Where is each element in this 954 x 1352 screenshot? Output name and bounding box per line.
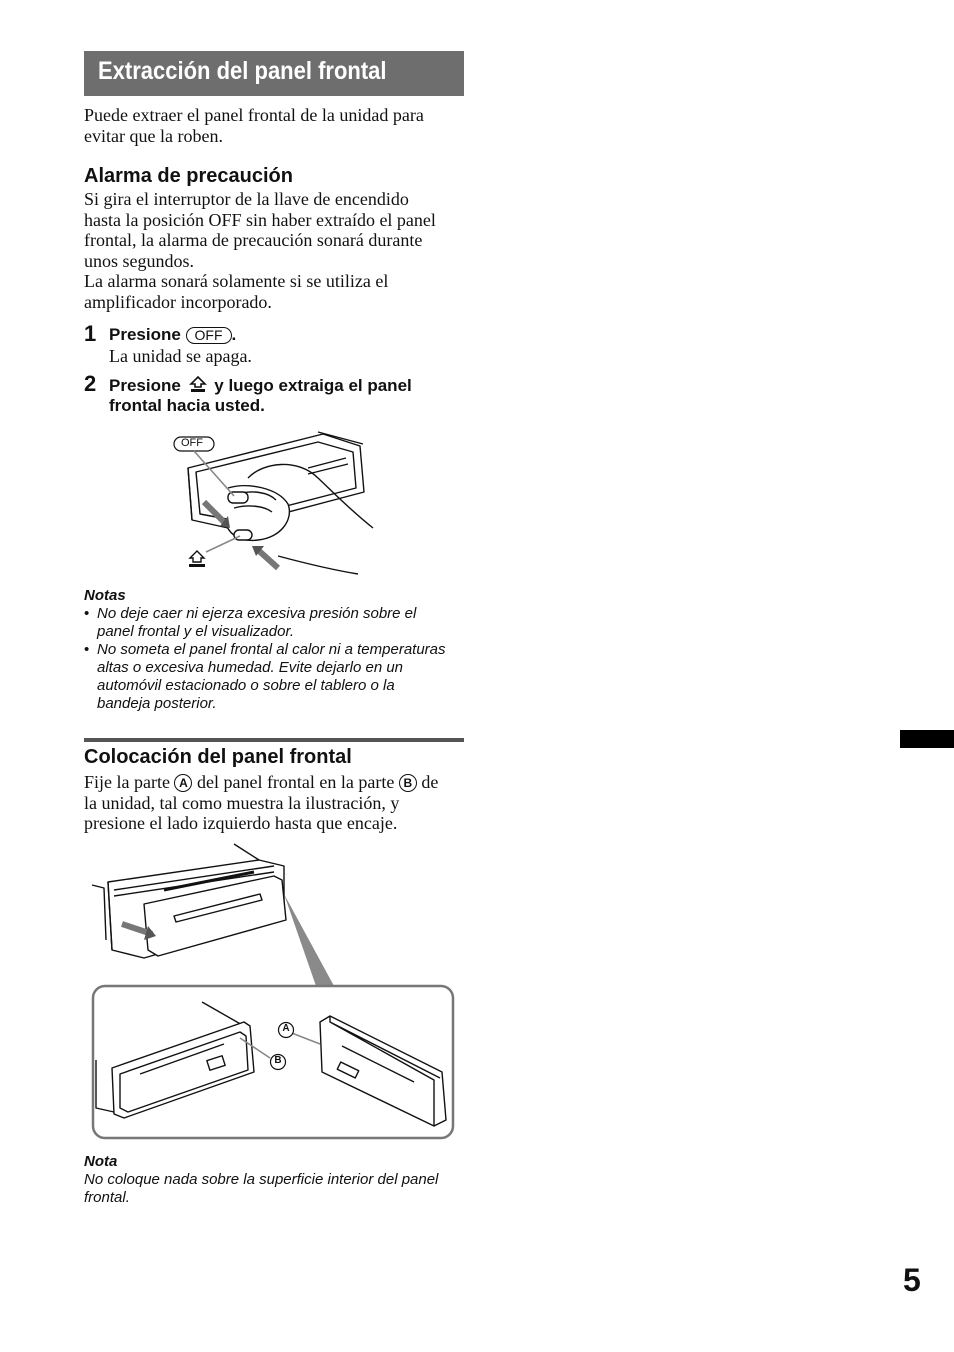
step-2-text: Presione [109,376,181,395]
note-line: panel frontal y el visualizador. [97,623,295,640]
intro-line: Puede extraer el panel frontal de la unidad para [84,105,424,125]
step-1-period: . [231,325,237,344]
step-2-instruction [109,376,469,416]
attach-text: del panel frontal en la parte [196,772,395,792]
intro-paragraph [84,105,474,146]
step-2-number: 2 [84,371,97,396]
note-line: altas o excesiva humedad. Evite dejarlo en un [97,659,404,676]
section-divider [84,738,464,742]
section-tab-marker [900,730,954,748]
note-heading: Nota [84,1153,118,1170]
release-icon [189,551,205,567]
note-line: bandeja posterior. [97,695,217,712]
attach-text: de [421,772,439,792]
attach-text: Fije la parte [84,772,170,792]
attach-line: presione el lado izquierdo hasta que encaje. [84,813,398,833]
note-item [84,641,469,713]
alarm-line: Si gira el interruptor de la llave de encendido [84,189,409,209]
page-title: Extracción del panel frontal [98,57,387,85]
alarm-heading: Alarma de precaución [84,165,293,187]
figure-attach-panel [84,840,464,1145]
alarm-line: amplificador incorporado. [84,291,272,312]
mark-b: B [399,774,417,792]
attach-paragraph [84,772,474,834]
alarm-paragraph [84,189,474,312]
note-line: No someta el panel frontal al calor ni a temperaturas [97,641,446,658]
figure-remove-panel [168,428,383,580]
note-line: automóvil estacionado o sobre el tablero o la [97,677,395,694]
step-1-text: Presione [109,325,181,344]
mark-a: A [174,774,192,792]
figure-off-label: OFF [181,437,203,449]
step-2-text-cont: y luego extraiga el panel [214,376,412,395]
note-bullet: • [84,641,90,658]
intro-line: evitar que la roben. [84,125,223,146]
notes-list [84,605,469,713]
page-number: 5 [903,1262,921,1298]
alarm-line: La alarma sonará solamente si se utiliza el [84,271,389,291]
note-line: No coloque nada sobre la superficie interior del panel [84,1171,439,1188]
note-bullet: • [84,605,90,622]
note-line: No deje caer ni ejerza excesiva presión sobre el [97,605,417,622]
note-line: frontal. [84,1189,130,1206]
step-1-result: La unidad se apaga. [109,346,252,366]
step-1-number: 1 [84,321,97,346]
attach-line: la unidad, tal como muestra la ilustración, y [84,792,400,813]
step-1-instruction [109,325,236,345]
attach-heading: Colocación del panel frontal [84,746,352,768]
alarm-line: unos segundos. [84,250,195,271]
alarm-line: frontal, la alarma de precaución sonará durante [84,230,423,250]
step-2-text-line2: frontal hacia usted. [109,396,265,415]
off-button-glyph: OFF [186,327,232,344]
figure-label-a: A [282,1023,290,1034]
note-item [84,605,469,641]
note-body [84,1171,474,1207]
notes-heading: Notas [84,587,126,604]
release-icon [189,376,207,393]
alarm-line: hasta la posición OFF sin haber extraído el panel [84,209,436,230]
figure-label-b: B [274,1055,282,1066]
section-title-bar [84,51,464,96]
